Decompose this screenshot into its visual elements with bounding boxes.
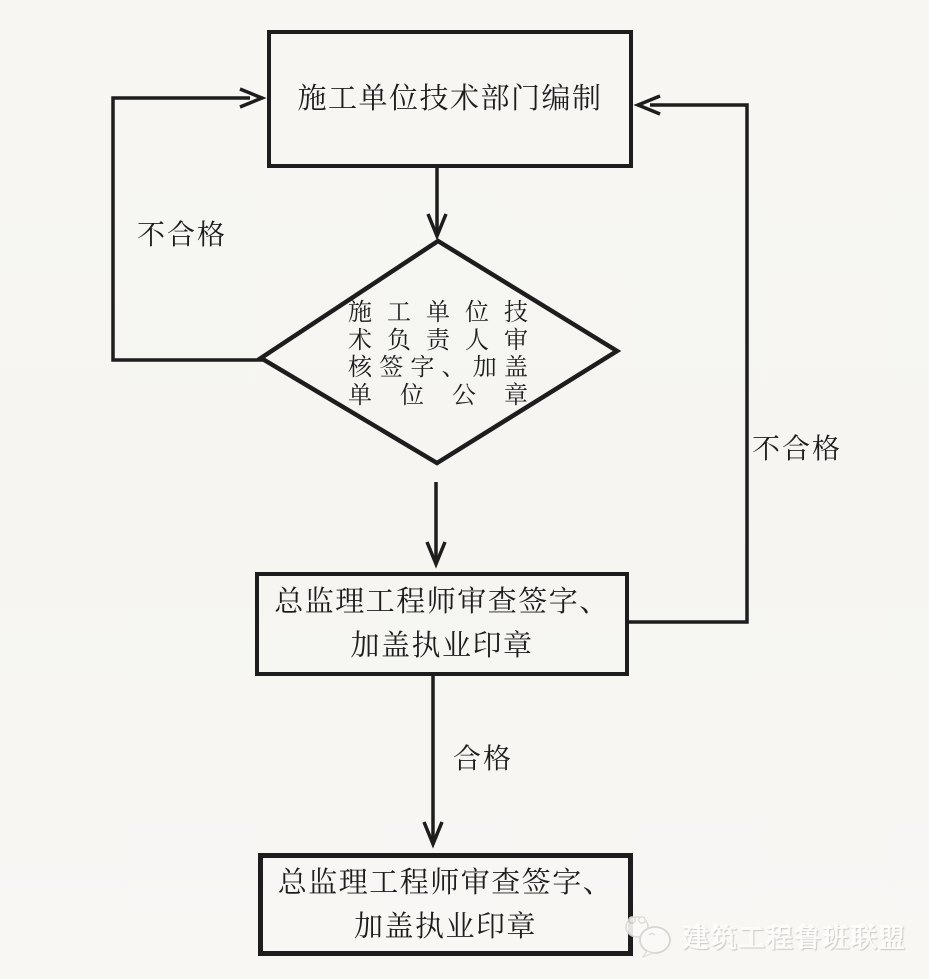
edge-label-right-fail: 不合格: [752, 433, 843, 464]
decision-line-4: 单位公章: [348, 381, 528, 409]
node-final-approval-box: [258, 853, 633, 956]
decision-line-2: 术负责人审: [348, 326, 528, 354]
supervisor-review-line-2: 加盖执业印章: [350, 630, 534, 662]
edge-label-left-fail: 不合格: [137, 219, 228, 250]
node-compile-label: 施工单位技术部门编制: [297, 83, 603, 115]
final-approval-line-1: 总监理工程师审查签字、: [277, 866, 614, 899]
final-approval-line-2: 加盖执业印章: [353, 910, 537, 943]
luban-mascot-icon: [623, 913, 675, 959]
loop-right-fail-path: [629, 105, 747, 622]
watermark-text: 建筑工程鲁班联盟: [682, 922, 907, 953]
watermark: [623, 913, 907, 959]
supervisor-review-line-1: 总监理工程师审查签字、: [274, 586, 610, 618]
node-supervisor-review-box: [255, 572, 629, 676]
node-decision-text: [348, 299, 528, 409]
decision-line-1: 施工单位技: [348, 299, 528, 326]
node-compile-box: [267, 30, 633, 168]
edge-label-pass: 合格: [453, 743, 514, 774]
decision-line-3: 核签字、加盖: [348, 354, 528, 381]
